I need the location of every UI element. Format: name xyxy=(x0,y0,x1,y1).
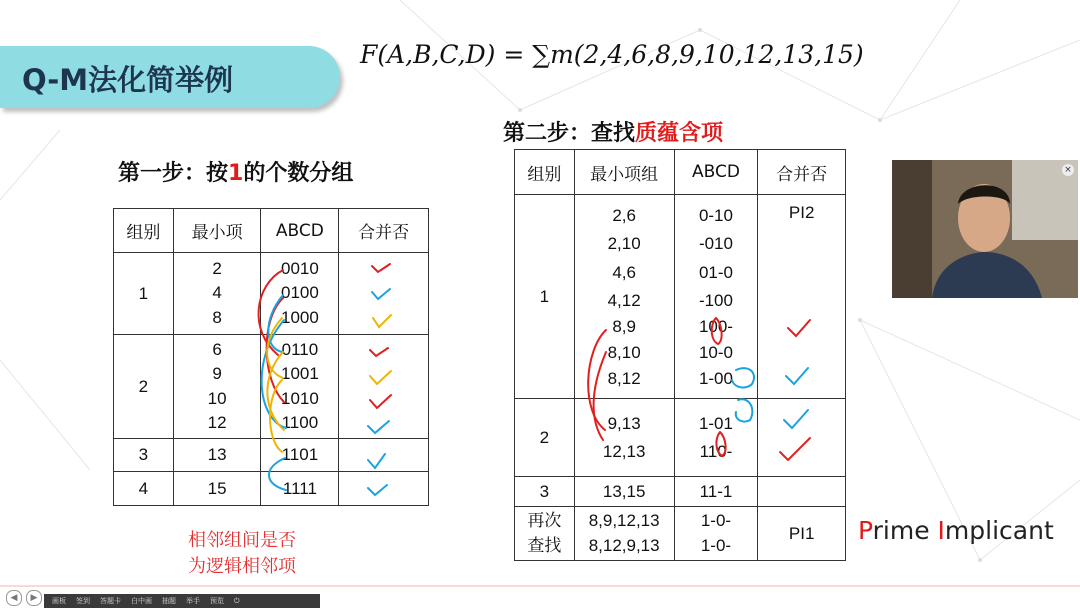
toolbar-item[interactable]: 答题卡 xyxy=(100,597,121,605)
code: 1-00 xyxy=(698,368,733,388)
note-line: 相邻组间是否 xyxy=(188,530,296,551)
note-line: 为逻辑相邻项 xyxy=(188,556,296,577)
merge-cell xyxy=(339,439,429,472)
code: 100- xyxy=(698,316,733,336)
code: 1000 xyxy=(280,307,319,327)
code: 1-0- xyxy=(700,535,732,555)
code: 1-01 xyxy=(698,413,733,433)
code-cell xyxy=(261,335,339,439)
close-icon[interactable]: × xyxy=(1062,164,1074,176)
step2-table xyxy=(514,149,846,561)
toolbar-item[interactable]: 画板 xyxy=(52,597,66,605)
minterm-group-cell xyxy=(574,195,674,399)
table-row xyxy=(114,472,429,506)
minterm: 12 xyxy=(207,413,227,432)
minterm-cell xyxy=(173,335,261,439)
formula: F(A,B,C,D) = ∑m(2,4,6,8,9,10,12,13,15) xyxy=(360,40,864,69)
code: 110- xyxy=(699,441,733,461)
prime-i: I xyxy=(937,516,945,545)
minterm-pair: 8,9 xyxy=(612,316,636,336)
minterm: 2 xyxy=(212,258,222,278)
step1-heading-before: 第一步：按 xyxy=(118,161,229,186)
pi2-cell: PI2 xyxy=(758,195,846,399)
merge-cell xyxy=(339,472,429,506)
minterm-pair: 8,10 xyxy=(607,342,641,362)
header-minterm-group: 最小项组 xyxy=(574,150,674,195)
minterm-pair: 2,6 xyxy=(612,205,636,225)
slide-title: Q-M法化简举例 xyxy=(22,63,234,97)
bottom-toolbar xyxy=(44,594,320,608)
code: 1001 xyxy=(280,364,319,383)
table-row xyxy=(515,399,846,477)
code-cell xyxy=(674,399,758,477)
code: 1100 xyxy=(281,413,319,432)
minterm: 6 xyxy=(212,339,222,359)
table-row xyxy=(114,253,429,335)
toolbar-item[interactable]: 抽题 xyxy=(162,597,176,605)
code: 1010 xyxy=(280,388,319,408)
code-cell xyxy=(674,195,758,399)
code: 1111 xyxy=(261,472,339,506)
header-merge: 合并否 xyxy=(339,209,429,253)
power-icon[interactable]: ⏻ xyxy=(234,596,240,605)
group-label: 4 xyxy=(114,472,174,506)
pi1-cell: PI1 xyxy=(758,507,846,561)
code: 0010 xyxy=(280,258,319,278)
minterm: 15 xyxy=(173,472,261,506)
next-slide-icon[interactable]: ▶ xyxy=(26,590,42,606)
minterm-pair: 12,13 xyxy=(602,441,646,461)
code: 10-0 xyxy=(698,342,733,362)
minterm-pair: 2,10 xyxy=(607,233,641,253)
code: 0110 xyxy=(281,339,319,359)
minterm-pair: 13,15 xyxy=(574,477,674,507)
header-abcd: ABCD xyxy=(261,209,339,253)
adjacency-note xyxy=(172,528,312,580)
group-label: 2 xyxy=(114,335,174,439)
group-label: 3 xyxy=(515,477,575,507)
presenter-video xyxy=(892,160,1078,298)
step1-heading-after: 的个数分组 xyxy=(243,161,354,186)
step2-heading-before: 第二步：查找 xyxy=(503,121,636,146)
step2-heading-highlight: 质蕴含项 xyxy=(635,121,724,146)
merge-cell xyxy=(758,477,846,507)
table-row xyxy=(515,477,846,507)
again-label xyxy=(515,507,575,561)
toolbar-item[interactable]: 白中画 xyxy=(131,597,152,605)
header-merge: 合并否 xyxy=(758,150,846,195)
minterm-pair: 4,6 xyxy=(612,262,636,282)
minterm: 4 xyxy=(212,283,222,303)
code: 0-10 xyxy=(698,205,733,225)
code: 1-0- xyxy=(700,511,732,530)
again-label-line: 再次 xyxy=(527,511,562,531)
minterm-quad: 8,12,9,13 xyxy=(588,535,660,555)
group-label: 1 xyxy=(515,195,575,399)
code: 0100 xyxy=(280,283,319,303)
code: 11-1 xyxy=(674,477,758,507)
prime-p: P xyxy=(858,516,873,545)
group-label: 3 xyxy=(114,439,174,472)
merge-cell xyxy=(758,399,846,477)
again-label-line: 查找 xyxy=(527,535,562,556)
group-label: 1 xyxy=(114,253,174,335)
code: 1101 xyxy=(261,439,339,472)
toolbar-item[interactable]: 签到 xyxy=(76,597,90,605)
toolbar-item[interactable]: 预览 xyxy=(210,597,224,605)
table-row xyxy=(114,439,429,472)
slide-nav xyxy=(6,590,42,606)
step2-heading xyxy=(503,116,723,147)
prev-slide-icon[interactable]: ◀ xyxy=(6,590,22,606)
minterm-group-cell xyxy=(574,507,674,561)
minterm-pair: 9,13 xyxy=(607,413,641,433)
code: 01-0 xyxy=(698,262,733,282)
minterm: 13 xyxy=(173,439,261,472)
minterm: 9 xyxy=(212,364,222,383)
table-row xyxy=(114,335,429,439)
code-cell xyxy=(261,253,339,335)
minterm-pair: 4,12 xyxy=(607,290,641,310)
code-cell xyxy=(674,507,758,561)
group-label: 2 xyxy=(515,399,575,477)
step1-heading-number: 1 xyxy=(228,161,244,186)
header-abcd: ABCD xyxy=(674,150,758,195)
minterm: 8 xyxy=(212,307,222,327)
prime-mplicant: mplicant xyxy=(944,516,1054,545)
header-group: 组别 xyxy=(515,150,575,195)
step1-heading xyxy=(118,156,353,187)
table-row xyxy=(515,195,846,399)
minterm-group-cell xyxy=(574,399,674,477)
prime-implicant-label xyxy=(858,516,1054,545)
webcam-overlay[interactable] xyxy=(892,160,1078,298)
step1-table xyxy=(113,208,429,506)
prime-rime: rime xyxy=(872,516,938,545)
code: -010 xyxy=(698,233,733,253)
merge-cell xyxy=(339,253,429,335)
header-minterm: 最小项 xyxy=(173,209,261,253)
minterm-cell xyxy=(173,253,261,335)
toolbar-item[interactable]: 举手 xyxy=(186,597,200,605)
code: -100 xyxy=(698,290,733,310)
minterm-quad: 8,9,12,13 xyxy=(588,511,660,530)
merge-cell xyxy=(339,335,429,439)
minterm: 10 xyxy=(207,388,227,408)
header-group: 组别 xyxy=(114,209,174,253)
table-row xyxy=(515,507,846,561)
minterm-pair: 8,12 xyxy=(607,368,641,388)
